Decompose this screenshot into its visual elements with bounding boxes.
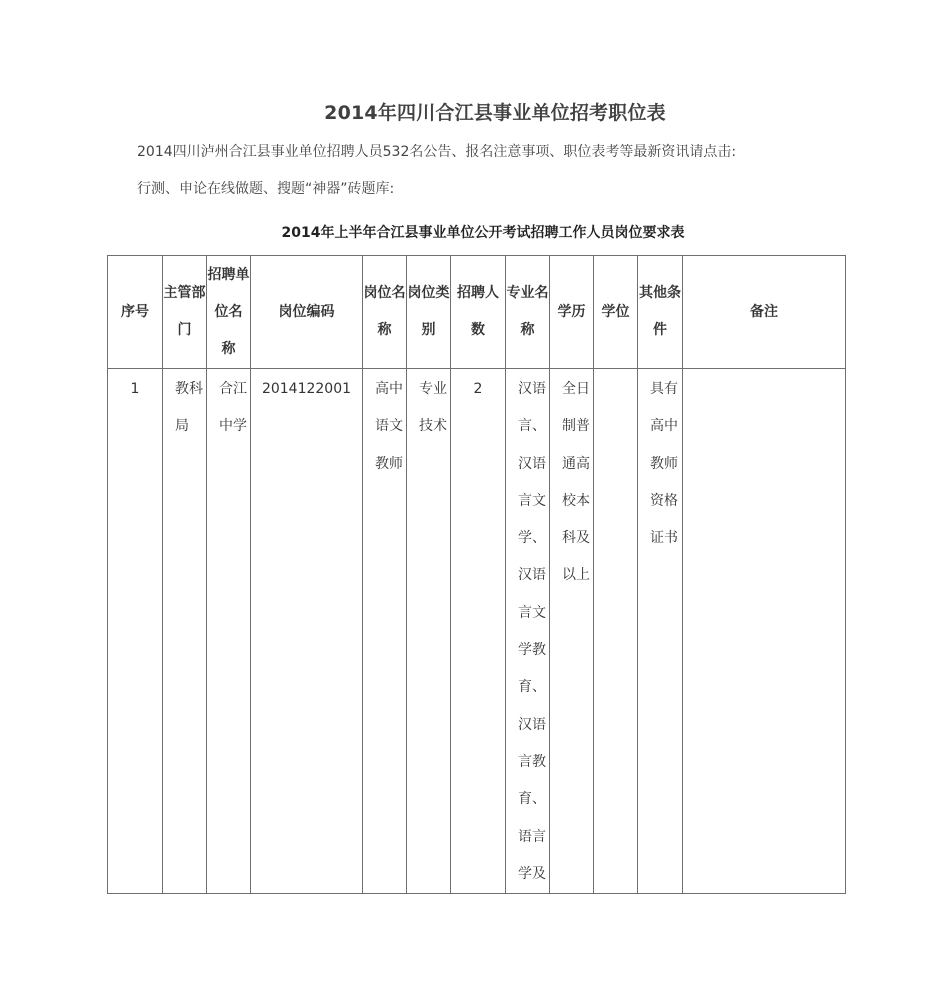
header-degree: 学位 (594, 256, 638, 369)
header-major: 专业名称 (506, 256, 550, 369)
header-count: 招聘人数 (451, 256, 506, 369)
header-post-type: 岗位类别 (407, 256, 451, 369)
intro-paragraph: 2014四川泸州合江县事业单位招聘人员532名公告、报名注意事项、职位表考等最新资讯请点击: (137, 144, 737, 160)
header-code: 岗位编码 (251, 256, 363, 369)
table-row (108, 369, 846, 894)
table-header-row (108, 256, 846, 369)
header-other: 其他条件 (638, 256, 683, 369)
header-unit: 招聘单位名 称 (207, 256, 251, 369)
cell-post-name: 高中语文教师 (363, 369, 407, 894)
cell-dept: 教科局 (163, 369, 207, 894)
cell-post-type: 专业技术 (407, 369, 451, 894)
header-education: 学历 (550, 256, 594, 369)
header-remark: 备注 (683, 256, 846, 369)
cell-major: 汉语言、汉语言文学、汉语言文学教育、汉语言教育、语言学及 (506, 369, 550, 894)
question-bank-paragraph: 行测、申论在线做题、搜题“神器”砖题库: (137, 181, 395, 197)
document-title: 2014年四川合江县事业单位招考职位表 (324, 102, 666, 124)
cell-count: 2 (451, 369, 506, 894)
table-title: 2014年上半年合江县事业单位公开考试招聘工作人员岗位要求表 (281, 225, 685, 241)
cell-remark (683, 369, 846, 894)
header-post-name: 岗位名称 (363, 256, 407, 369)
cell-education: 全日制普通高校本科及以上 (550, 369, 594, 894)
cell-degree (594, 369, 638, 894)
cell-code: 2014122001 (251, 369, 363, 894)
job-requirements-table (107, 255, 846, 894)
cell-unit: 合江中学 (207, 369, 251, 894)
header-dept: 主管部门 (163, 256, 207, 369)
cell-other: 具有高中教师资格证书 (638, 369, 683, 894)
cell-seq: 1 (108, 369, 163, 894)
header-seq: 序号 (108, 256, 163, 369)
